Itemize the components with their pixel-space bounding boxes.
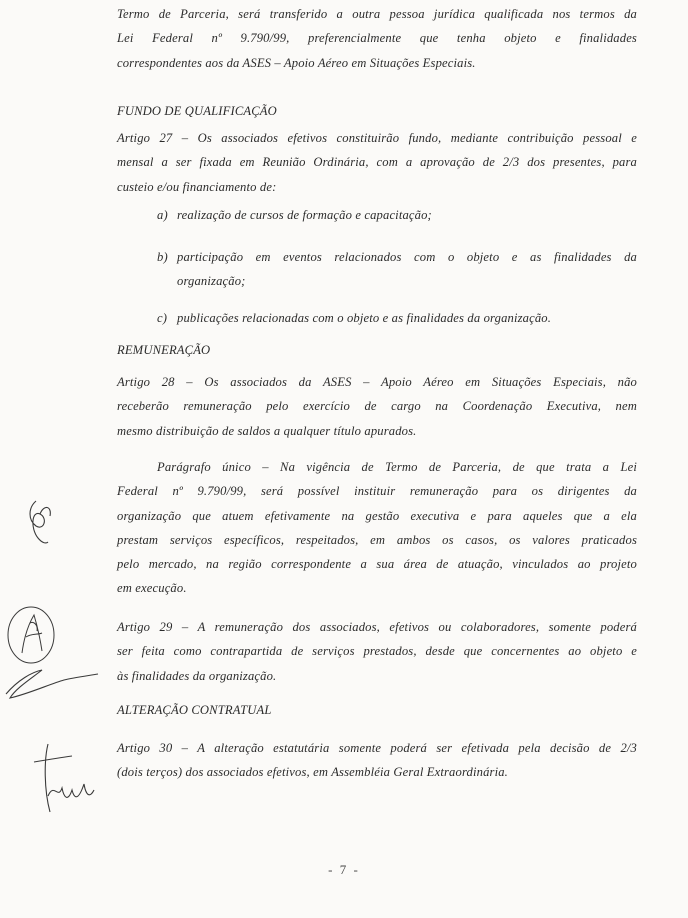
list-text: publicações relacionadas com o objeto e as finalidades da organização. bbox=[177, 311, 552, 325]
section-alteracao bbox=[117, 698, 637, 722]
text-line: ser feita como contrapartida de serviços prestados, desde que concernentes ao objeto e bbox=[117, 644, 637, 659]
section-heading: REMUNERAÇÃO bbox=[117, 343, 211, 357]
text-line: mensal a ser fixada em Reunião Ordinária, com a aprovação de 2/3 dos presentes, para bbox=[117, 155, 637, 170]
handwritten-signature-2 bbox=[2, 660, 102, 710]
section-heading: ALTERAÇÃO CONTRATUAL bbox=[117, 703, 272, 717]
handwritten-signature-3 bbox=[28, 740, 100, 820]
section-remuneracao bbox=[117, 338, 637, 362]
text-line: em execução. bbox=[117, 581, 187, 596]
text-line: receberão remuneração pelo exercício de cargo na Coordenação Executiva, nem bbox=[117, 399, 637, 414]
list-item-a bbox=[157, 203, 637, 227]
text-line: Parágrafo único – Na vigência de Termo de Parceria, de que trata a Lei bbox=[157, 460, 637, 474]
list-item-b bbox=[157, 245, 637, 294]
text-line: (dois terços) dos associados efetivos, em Assembléia Geral Extraordinária. bbox=[117, 765, 508, 780]
list-text: organização; bbox=[177, 274, 246, 289]
initials-signature-1 bbox=[22, 498, 58, 546]
article-29 bbox=[117, 615, 637, 688]
text-line: organização que atuem efetivamente na gestão executiva e para aqueles que a ela bbox=[117, 508, 637, 523]
text-line: Lei Federal nº 9.790/99, preferencialmente que tenha objeto e finalidades bbox=[117, 31, 637, 46]
list-text: realização de cursos de formação e capacitação; bbox=[177, 208, 432, 222]
text-line: Artigo 27 – Os associados efetivos constituirão fundo, mediante contribuição pessoal e bbox=[117, 131, 637, 145]
paragrafo-unico bbox=[117, 455, 637, 601]
intro-paragraph bbox=[117, 2, 637, 75]
page-number: - 7 - bbox=[328, 862, 360, 877]
text-line: custeio e/ou financiamento de: bbox=[117, 179, 277, 194]
text-line: Artigo 30 – A alteração estatutária somente poderá ser efetivada pela decisão de 2/3 bbox=[117, 741, 637, 755]
text-line: correspondentes aos da ASES – Apoio Aéreo em Situações Especiais. bbox=[117, 55, 476, 70]
text-line: Artigo 28 – Os associados da ASES – Apoio Aéreo em Situações Especiais, não bbox=[117, 375, 637, 389]
list-label: c) bbox=[157, 311, 168, 325]
text-line: mesmo distribuição de saldos a qualquer título apurados. bbox=[117, 423, 417, 438]
section-heading: FUNDO DE QUALIFICAÇÃO bbox=[117, 104, 277, 118]
section-fundo bbox=[117, 99, 637, 123]
text-line: Termo de Parceria, será transferido a outra pessoa jurídica qualificada nos termos da bbox=[117, 7, 637, 21]
article-27 bbox=[117, 126, 637, 199]
list-label: b) bbox=[157, 250, 168, 264]
text-line: prestam serviços específicos, respeitados, em ambos os casos, os valores praticados bbox=[117, 532, 637, 547]
article-28 bbox=[117, 370, 637, 443]
text-line: às finalidades da organização. bbox=[117, 668, 277, 683]
list-label: a) bbox=[157, 208, 168, 222]
text-line: pelo mercado, na região correspondente a sua área de atuação, vinculados ao projeto bbox=[117, 557, 637, 572]
list-text: participação em eventos relacionados com o objeto e as finalidades da bbox=[177, 250, 637, 264]
article-30 bbox=[117, 736, 637, 785]
list-item-c bbox=[157, 306, 637, 330]
text-line: Artigo 29 – A remuneração dos associados, efetivos ou colaboradores, somente poderá bbox=[117, 620, 637, 634]
text-line: Federal nº 9.790/99, será possível instituir remuneração para os dirigentes da bbox=[117, 484, 637, 499]
